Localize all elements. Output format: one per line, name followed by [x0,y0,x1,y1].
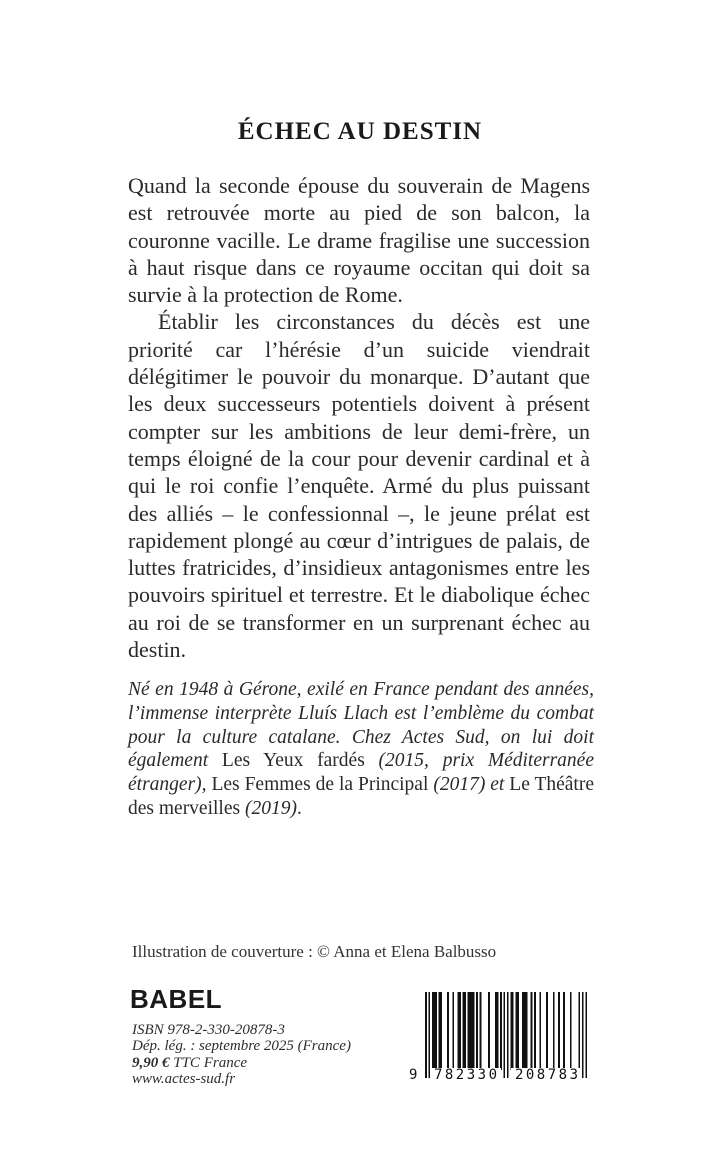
synopsis-block [128,172,590,663]
price-line [132,1055,351,1071]
book-title: ÉCHEC AU DESTIN [237,118,483,145]
babel-collection-logo: BABEL [130,984,223,1014]
synopsis-paragraph-2: Établir les circonstances du décès est une priorité car l’hérésie d’un suicide viendrait délégitimer le pouvoir du monarque. D’autant que les deux successeurs potentiels doivent à présent compter sur les ambitions de leur demi-frère, un temps éloigné de la cour pour devenir cardinal et à qui le roi confie l’enquête. Armé du plus puissant des alliés – le confessionnal –, le jeune prélat est rapidement plongé au cœur d’intrigues de palais, de luttes fratricides, d’insidieux antagonismes entre les pouvoirs spirituel et terrestre. Et le diabolique échec au roi de se transformer en un surprenant échec au destin. [128,309,590,663]
synopsis-paragraph-1: Quand la seconde épouse du souverain de Magens est retrouvée morte au pied de son balcon, la couronne vacille. Le drame fragilise une succession à haut risque dans ce royaume occitan qui doit sa survie à la protection de Rome. [128,173,590,308]
imprint-block [132,1022,351,1088]
isbn-line: ISBN 978-2-330-20878-3 [132,1022,285,1038]
publisher-website: www.actes-sud.fr [132,1071,236,1088]
author-bio: Né en 1948 à Gérone, exilé en France pendant des années, l’immense interprète Lluís Llach est l’emblème du combat pour la culture catalane. Chez Actes Sud, on lui doit également Les Yeux fardés (2015, prix Méditerranée étranger), Les Femmes de la Principal (2017) et Le Théâtre des merveilles (2019). [128,679,594,819]
barcode-prefix-digit: 9 [409,1067,418,1083]
cover-illustration-credit: Illustration de couverture : © Anna et Elena Balbusso [132,942,497,961]
ean13-barcode [409,992,587,1088]
barcode-right-digits: 208783 [511,1068,582,1082]
legal-deposit-line: Dép. lég. : septembre 2025 (France) [132,1038,351,1055]
barcode-left-digits: 782330 [430,1068,501,1082]
price-suffix: TTC France [169,1054,248,1071]
price-value: 9,90 € [132,1054,170,1071]
